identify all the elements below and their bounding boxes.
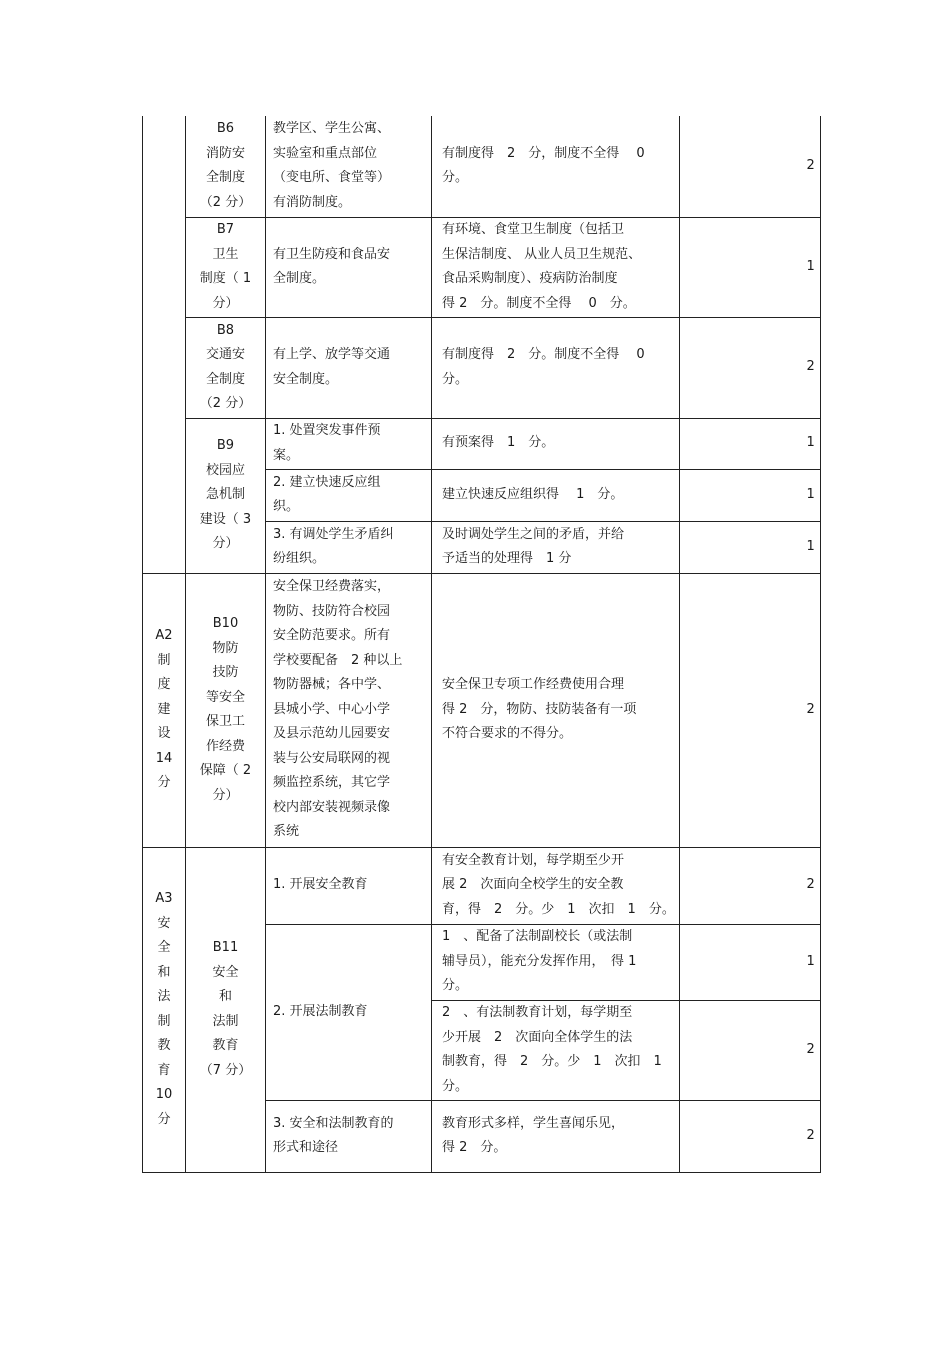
score-cell: 2 <box>679 317 820 418</box>
requirement-cell: 1. 处置突发事件预 案。 <box>266 418 432 469</box>
score-cell: 1 <box>679 521 820 573</box>
requirement-cell: 3. 安全和法制教育的 形式和途径 <box>266 1100 432 1172</box>
category-cell-a1 <box>143 116 186 573</box>
score-cell: 1 <box>679 469 820 521</box>
category-cell-a3: A3 安 全 和 法 制 教 育 10 分 <box>143 847 186 1172</box>
table-row <box>143 217 821 317</box>
score-cell: 2 <box>679 847 820 924</box>
requirement-cell: 教学区、学生公寓、 实验室和重点部位 （变电所、食堂等） 有消防制度。 <box>266 116 432 217</box>
criteria-cell: 2 、有法制教育计划，每学期至 少开展 2 次面向全体学生的法 制教育，得 2 分。少 1 次扣 1 分。 <box>432 1000 680 1100</box>
item-cell-b9: B9 校园应 急机制 建设（ 3 分） <box>186 418 266 573</box>
score-cell: 2 <box>679 1100 820 1172</box>
criteria-cell: 安全保卫专项工作经费使用合理 得 2 分，物防、技防装备有一项 不符合要求的不得分。 <box>432 573 680 847</box>
requirement-cell: 3. 有调处学生矛盾纠 纷组织。 <box>266 521 432 573</box>
evaluation-table <box>142 116 821 1173</box>
score-cell: 2 <box>679 116 820 217</box>
table-row <box>143 847 821 924</box>
requirement-cell: 1. 开展安全教育 <box>266 847 432 924</box>
criteria-cell: 建立快速反应组织得 1 分。 <box>432 469 680 521</box>
criteria-cell: 教育形式多样，学生喜闻乐见， 得 2 分。 <box>432 1100 680 1172</box>
score-cell: 2 <box>679 573 820 847</box>
criteria-cell: 有安全教育计划，每学期至少开 展 2 次面向全校学生的安全教 育，得 2 分。少 1 次扣 1 分。 <box>432 847 680 924</box>
requirement-cell: 有卫生防疫和食品安 全制度。 <box>266 217 432 317</box>
item-cell-b6: B6 消防安 全制度 （2 分） <box>186 116 266 217</box>
item-cell-b11: B11 安全 和 法制 教育 （7 分） <box>186 847 266 1172</box>
table-row <box>143 573 821 847</box>
score-cell: 1 <box>679 418 820 469</box>
requirement-cell: 2. 建立快速反应组 织。 <box>266 469 432 521</box>
requirement-cell: 有上学、放学等交通 安全制度。 <box>266 317 432 418</box>
criteria-cell: 有制度得 2 分。制度不全得 0 分。 <box>432 317 680 418</box>
item-cell-b8: B8 交通安 全制度 （2 分） <box>186 317 266 418</box>
requirement-cell: 2. 开展法制教育 <box>266 924 432 1100</box>
criteria-cell: 有环境、食堂卫生制度（包括卫 生保洁制度、 从业人员卫生规范、 食品采购制度）、疫病防治制度 得 2 分。制度不全得 0 分。 <box>432 217 680 317</box>
score-cell: 2 <box>679 1000 820 1100</box>
criteria-cell: 有预案得 1 分。 <box>432 418 680 469</box>
table-row <box>143 317 821 418</box>
criteria-cell: 有制度得 2 分，制度不全得 0 分。 <box>432 116 680 217</box>
score-cell: 1 <box>679 217 820 317</box>
item-cell-b10: B10 物防 技防 等安全 保卫工 作经费 保障（ 2 分） <box>186 573 266 847</box>
criteria-cell: 1 、配备了法制副校长（或法制 辅导员），能充分发挥作用， 得 1 分。 <box>432 924 680 1000</box>
table-row <box>143 116 821 217</box>
category-cell-a2: A2 制 度 建 设 14 分 <box>143 573 186 847</box>
score-cell: 1 <box>679 924 820 1000</box>
criteria-cell: 及时调处学生之间的矛盾，并给 予适当的处理得 1 分 <box>432 521 680 573</box>
requirement-cell: 安全保卫经费落实， 物防、技防符合校园 安全防范要求。所有 学校要配备 2 种以上 物防器械；各中学、 县城小学、中心小学 及县示范幼儿园要安 装与公安局联网的视 频监控系统，其它学 校内部安装视频录像 系统 <box>266 573 432 847</box>
item-cell-b7: B7 卫生 制度（ 1 分） <box>186 217 266 317</box>
table-row <box>143 418 821 469</box>
